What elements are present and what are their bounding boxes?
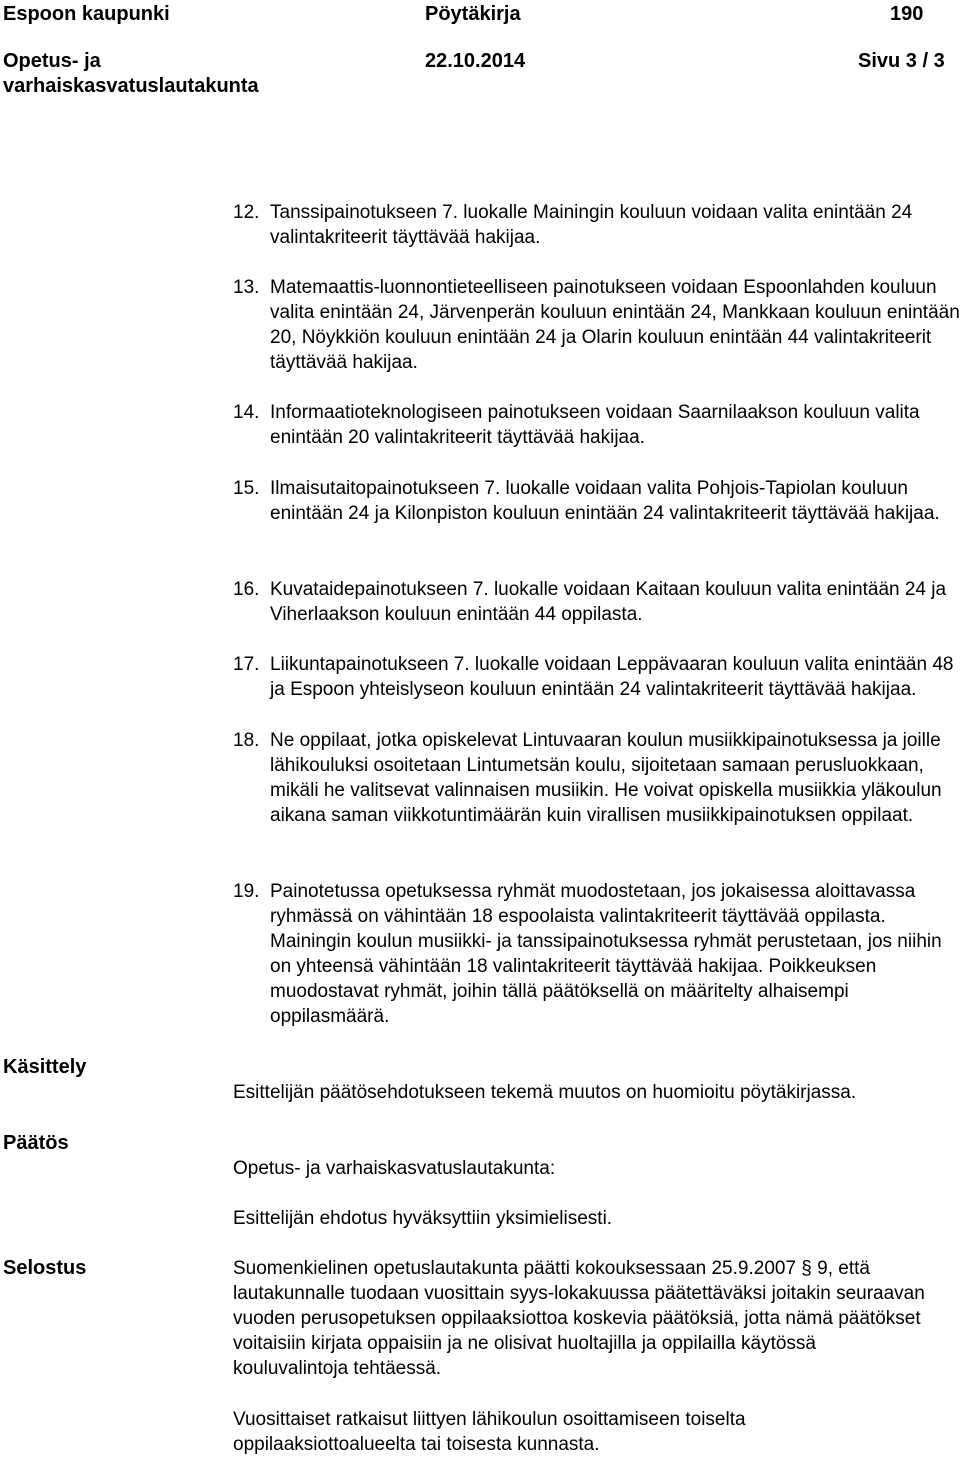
paatos-text: Esittelijän ehdotus hyväksyttiin yksimielisesti. xyxy=(233,1208,613,1229)
selostus-paragraph: Vuosittaiset ratkaisut liittyen lähikoulun osoittamiseen toiselta oppilaaksiottoalueelta tai toisesta kunnasta. xyxy=(233,1409,746,1455)
item-text: Liikuntapainotukseen 7. luokalle voidaan Leppävaaran kouluun valita enintään 48 ja Espoon yhteislyseon kouluun enintään 24 valintakriteerit täyttävää hakijaa. xyxy=(270,654,954,700)
item-text: Ne oppilaat, jotka opiskelevat Lintuvaaran koulun musiikkipainotuksessa ja joille lähikouluksi osoitetaan Lintumetsän koulu, sijoitetaan samaan perusluokkaan, mikäli he valitsevat valinnaisen musiikin. He voivat opiskella musiikkia yläkoulun aikana saman viikkotuntimäärän kuin virallisen musiikkipainotuksen oppilaat. xyxy=(270,730,942,826)
item-number: 12. xyxy=(233,202,260,223)
item-number: 13. xyxy=(233,277,260,298)
page-number: 190 xyxy=(890,3,924,25)
city-name: Espoon kaupunki xyxy=(3,3,170,25)
paatos-board: Opetus- ja varhaiskasvatuslautakunta: xyxy=(233,1158,556,1179)
item-number: 15. xyxy=(233,478,260,499)
item-number: 16. xyxy=(233,579,260,600)
board-name-line1: Opetus- ja xyxy=(3,50,101,72)
section-label-kasittely: Käsittely xyxy=(3,1056,87,1078)
item-text: Matemaattis-luonnontieteelliseen painotukseen voidaan Espoonlahden kouluun valita enintään 24, Järvenperän kouluun enintään 24, Mankkaan kouluun enintään 20, Nöykkiön kouluun enintään 24 ja Olarin kouluun enintään 44 valintakriteerit täyttävää hakijaa. xyxy=(270,277,960,373)
selostus-paragraph: Suomenkielinen opetuslautakunta päätti kokouksessaan 25.9.2007 § 9, että lautakunnalle tuodaan vuosittain syys-lokakuussa päätettäväksi joitakin seuraavan vuoden perusopetuksen oppilaaksiottoa koskevia päätöksiä, jotta nämä päätökset voitaisiin kirjata oppaisiin ja ne olisivat huoltajilla ja oppilailla käytössä kouluvalintoja tehtäessä. xyxy=(233,1258,925,1379)
item-text: Informaatioteknologiseen painotukseen voidaan Saarnilaakson kouluun valita enintään 20 valintakriteerit täyttävää hakijaa. xyxy=(270,402,920,448)
item-text: Kuvataidepainotukseen 7. luokalle voidaan Kaitaan kouluun valita enintään 24 ja Viherlaakson kouluun enintään 44 oppilasta. xyxy=(270,579,947,625)
item-number: 17. xyxy=(233,654,260,675)
document-type: Pöytäkirja xyxy=(425,3,521,25)
item-text: Ilmaisutaitopainotukseen 7. luokalle voidaan valita Pohjois-Tapiolan kouluun enintään 24 ja Kilonpiston kouluun enintään 24 valintakriteerit täyttävää hakijaa. xyxy=(270,478,940,524)
meeting-date: 22.10.2014 xyxy=(425,50,526,72)
board-name-line2: varhaiskasvatuslautakunta xyxy=(3,75,259,97)
page-indicator: Sivu 3 / 3 xyxy=(858,50,945,72)
section-label-selostus: Selostus xyxy=(3,1257,87,1279)
kasittely-text: Esittelijän päätösehdotukseen tekemä muutos on huomioitu pöytäkirjassa. xyxy=(233,1082,857,1103)
item-text: Tanssipainotukseen 7. luokalle Mainingin kouluun voidaan valita enintään 24 valintakriteerit täyttävää hakijaa. xyxy=(270,202,913,248)
item-number: 14. xyxy=(233,402,260,423)
section-label-paatos: Päätös xyxy=(3,1132,69,1154)
item-number: 18. xyxy=(233,730,260,751)
item-text: Painotetussa opetuksessa ryhmät muodostetaan, jos jokaisessa aloittavassa ryhmässä on vähintään 18 espoolaista valintakriteerit täyttävää oppilasta. Mainingin koulun musiikki- ja tanssipainotuksessa ryhmät perustetaan, jos niihin on yhteensä vähintään 18 valintakriteerit täyttävää hakijaa. Poikkeuksen muodostavat ryhmät, joihin tällä päätöksellä on määritelty alhaisempi oppilasmäärä. xyxy=(270,881,942,1027)
item-number: 19. xyxy=(233,881,260,902)
